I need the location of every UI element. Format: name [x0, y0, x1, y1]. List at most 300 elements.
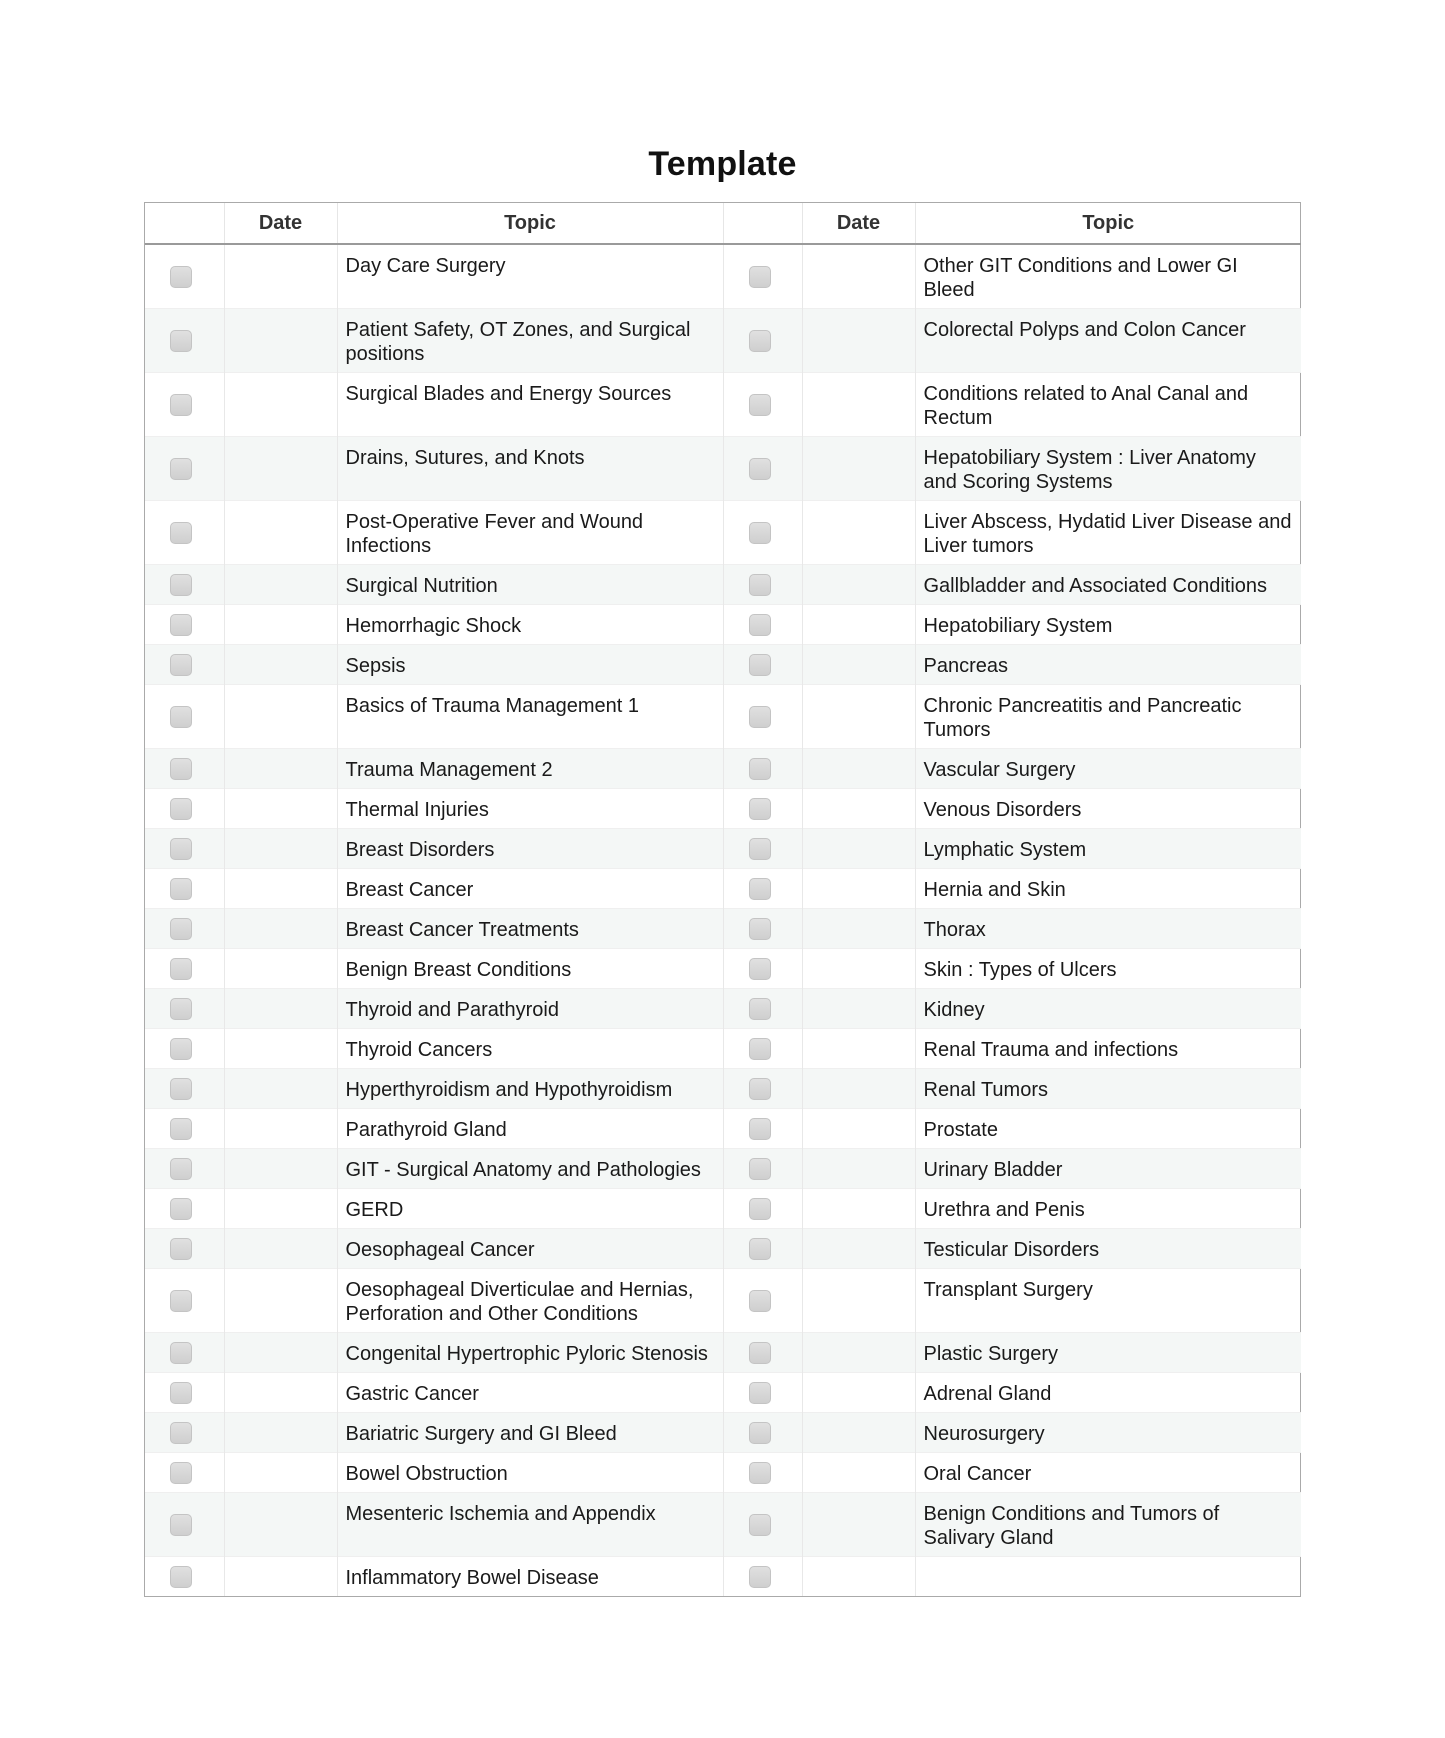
date-cell-left[interactable] — [224, 789, 337, 829]
checkbox-cell-right — [723, 1109, 802, 1149]
topic-cell-right — [915, 989, 1301, 1029]
date-cell-left[interactable] — [224, 1069, 337, 1109]
topic-cell-left — [337, 1029, 723, 1069]
topic-cell-left — [337, 1229, 723, 1269]
topic-checkbox-left[interactable] — [170, 1290, 192, 1312]
topic-cell-right — [915, 829, 1301, 869]
checkbox-cell-left — [145, 1413, 224, 1453]
date-cell-right[interactable] — [802, 605, 915, 645]
topic-label-right: Pancreas — [923, 655, 1008, 677]
date-cell-right[interactable] — [802, 1557, 915, 1597]
header-topic-left: Topic — [337, 203, 723, 244]
date-cell-left[interactable] — [224, 1333, 337, 1373]
checkbox-cell-right — [723, 1413, 802, 1453]
date-cell-right[interactable] — [802, 373, 915, 437]
topic-checkbox-left[interactable] — [170, 918, 192, 940]
topic-label-left: Trauma Management 2 — [345, 759, 553, 781]
topic-checkbox-right[interactable] — [749, 1382, 771, 1404]
topic-checkbox-right[interactable] — [749, 614, 771, 636]
topic-label-right: Colorectal Polyps and Colon Cancer — [923, 319, 1246, 341]
checkbox-cell-right — [723, 685, 802, 749]
date-cell-left[interactable] — [224, 949, 337, 989]
topic-cell-left — [337, 1109, 723, 1149]
topic-checkbox-right[interactable] — [749, 1514, 771, 1536]
topic-checkbox-right[interactable] — [749, 1342, 771, 1364]
table-row — [145, 909, 1301, 949]
topic-label-left: Gastric Cancer — [345, 1383, 479, 1405]
checkbox-cell-left — [145, 501, 224, 565]
table-row — [145, 1149, 1301, 1189]
topic-label-right: Prostate — [923, 1119, 998, 1141]
checkbox-cell-right — [723, 1189, 802, 1229]
checkbox-cell-left — [145, 749, 224, 789]
topic-cell-left — [337, 1069, 723, 1109]
topic-label-left: Benign Breast Conditions — [345, 959, 572, 981]
date-cell-right[interactable] — [802, 829, 915, 869]
topic-cell-left — [337, 1189, 723, 1229]
table-row — [145, 685, 1301, 749]
topic-cell-left — [337, 1269, 723, 1333]
topic-cell-left — [337, 565, 723, 605]
table-row — [145, 1069, 1301, 1109]
topic-cell-left — [337, 909, 723, 949]
checkbox-cell-right — [723, 1069, 802, 1109]
table-row — [145, 1557, 1301, 1597]
topic-label-right: Plastic Surgery — [923, 1343, 1058, 1365]
topic-cell-right — [915, 1069, 1301, 1109]
topic-checkbox-left[interactable] — [170, 1514, 192, 1536]
date-cell-right[interactable] — [802, 501, 915, 565]
topic-cell-left — [337, 789, 723, 829]
checkbox-cell-right — [723, 1149, 802, 1189]
date-cell-left[interactable] — [224, 373, 337, 437]
topic-cell-left — [337, 829, 723, 869]
topic-cell-left — [337, 1557, 723, 1597]
topic-checkbox-left[interactable] — [170, 1198, 192, 1220]
topic-checkbox-left[interactable] — [170, 1566, 192, 1588]
topic-cell-right — [915, 949, 1301, 989]
date-cell-left[interactable] — [224, 1189, 337, 1229]
checkbox-cell-left — [145, 949, 224, 989]
date-cell-left[interactable] — [224, 1149, 337, 1189]
date-cell-left[interactable] — [224, 1557, 337, 1597]
checkbox-cell-left — [145, 829, 224, 869]
topic-checklist-table — [144, 202, 1301, 1597]
date-cell-left[interactable] — [224, 1373, 337, 1413]
table-row — [145, 565, 1301, 605]
date-cell-right[interactable] — [802, 1333, 915, 1373]
checkbox-cell-left — [145, 1029, 224, 1069]
table-row — [145, 1269, 1301, 1333]
topic-cell-right — [915, 1229, 1301, 1269]
topic-label-left: Mesenteric Ischemia and Appendix — [345, 1503, 656, 1525]
topic-label-left: Breast Cancer — [345, 879, 474, 901]
table-row — [145, 501, 1301, 565]
topic-cell-left — [337, 949, 723, 989]
checkbox-cell-right — [723, 437, 802, 501]
topic-cell-right — [915, 1557, 1301, 1597]
topic-cell-right — [915, 1189, 1301, 1229]
table-row — [145, 829, 1301, 869]
topic-checkbox-right[interactable] — [749, 1238, 771, 1260]
topic-cell-right — [915, 1149, 1301, 1189]
table-row — [145, 1493, 1301, 1557]
table-row — [145, 749, 1301, 789]
table-row — [145, 1413, 1301, 1453]
date-cell-left[interactable] — [224, 989, 337, 1029]
topic-label-left: Congenital Hypertrophic Pyloric Stenosis — [345, 1343, 708, 1365]
topic-label-left: GIT - Surgical Anatomy and Pathologies — [345, 1159, 701, 1181]
date-cell-left[interactable] — [224, 309, 337, 373]
topic-checkbox-left[interactable] — [170, 394, 192, 416]
topic-label-left: Bowel Obstruction — [345, 1463, 508, 1485]
topic-label-left: Day Care Surgery — [345, 255, 506, 277]
topic-cell-left — [337, 1453, 723, 1493]
checkbox-cell-right — [723, 1557, 802, 1597]
date-cell-right[interactable] — [802, 1269, 915, 1333]
topic-checkbox-left[interactable] — [170, 1342, 192, 1364]
topic-label-right: Adrenal Gland — [923, 1383, 1052, 1405]
date-cell-right[interactable] — [802, 749, 915, 789]
date-cell-right[interactable] — [802, 909, 915, 949]
page-title: Template — [648, 145, 797, 183]
checkbox-cell-left — [145, 685, 224, 749]
topic-checkbox-left[interactable] — [170, 1158, 192, 1180]
date-cell-left[interactable] — [224, 244, 337, 309]
topic-label-left: Thermal Injuries — [345, 799, 489, 821]
date-cell-right[interactable] — [802, 645, 915, 685]
table-row — [145, 1333, 1301, 1373]
date-cell-left[interactable] — [224, 1493, 337, 1557]
checkbox-cell-right — [723, 829, 802, 869]
date-cell-left[interactable] — [224, 501, 337, 565]
topic-checkbox-left[interactable] — [170, 1422, 192, 1444]
topic-label-left: Breast Disorders — [345, 839, 495, 861]
topic-label-right: Kidney — [923, 999, 985, 1021]
topic-checkbox-right[interactable] — [749, 1198, 771, 1220]
table-row — [145, 1029, 1301, 1069]
topic-checkbox-right[interactable] — [749, 1462, 771, 1484]
topic-checkbox-right[interactable] — [749, 458, 771, 480]
topic-checkbox-left[interactable] — [170, 574, 192, 596]
checkbox-cell-right — [723, 1373, 802, 1413]
topic-checkbox-right[interactable] — [749, 654, 771, 676]
checkbox-cell-left — [145, 1453, 224, 1493]
checkbox-cell-right — [723, 869, 802, 909]
topic-cell-left — [337, 501, 723, 565]
topic-label-right: Hepatobiliary System — [923, 615, 1113, 637]
checkbox-cell-left — [145, 645, 224, 685]
topic-checkbox-left[interactable] — [170, 522, 192, 544]
topic-label-left: Thyroid and Parathyroid — [345, 999, 559, 1021]
checkbox-cell-right — [723, 1229, 802, 1269]
date-cell-left[interactable] — [224, 1269, 337, 1333]
topic-label-right: Neurosurgery — [923, 1423, 1045, 1445]
checkbox-cell-left — [145, 869, 224, 909]
topic-cell-right — [915, 749, 1301, 789]
topic-label-left: GERD — [345, 1199, 404, 1221]
header-date-right: Date — [802, 203, 915, 244]
topic-label-left: Basics of Trauma Management 1 — [345, 695, 639, 717]
topic-label-right: Chronic Pancreatitis and Pancreatic Tumors — [923, 695, 1242, 741]
topic-cell-right — [915, 1493, 1301, 1557]
date-cell-left[interactable] — [224, 869, 337, 909]
topic-label-right: Liver Abscess, Hydatid Liver Disease and Liver tumors — [923, 511, 1292, 557]
checkbox-cell-left — [145, 989, 224, 1029]
date-cell-left[interactable] — [224, 645, 337, 685]
table-row — [145, 1189, 1301, 1229]
checkbox-cell-right — [723, 373, 802, 437]
checkbox-cell-left — [145, 1229, 224, 1269]
checkbox-cell-left — [145, 1269, 224, 1333]
topic-label-right: Hepatobiliary System : Liver Anatomy and Scoring Systems — [923, 447, 1256, 493]
topic-label-left: Inflammatory Bowel Disease — [345, 1567, 599, 1589]
topic-cell-right — [915, 909, 1301, 949]
topic-cell-right — [915, 244, 1301, 309]
topic-cell-left — [337, 685, 723, 749]
topic-cell-right — [915, 1029, 1301, 1069]
topic-checkbox-left[interactable] — [170, 330, 192, 352]
topic-checkbox-right[interactable] — [749, 1118, 771, 1140]
topic-checkbox-right[interactable] — [749, 918, 771, 940]
topic-checkbox-left[interactable] — [170, 1382, 192, 1404]
topic-cell-left — [337, 989, 723, 1029]
topic-checkbox-left[interactable] — [170, 1238, 192, 1260]
topic-checkbox-right[interactable] — [749, 1078, 771, 1100]
date-cell-right[interactable] — [802, 1493, 915, 1557]
checkbox-cell-right — [723, 565, 802, 605]
topic-checkbox-right[interactable] — [749, 1422, 771, 1444]
date-cell-right[interactable] — [802, 1029, 915, 1069]
topic-cell-right — [915, 789, 1301, 829]
topic-cell-right — [915, 309, 1301, 373]
topic-checkbox-left[interactable] — [170, 266, 192, 288]
topic-label-left: Breast Cancer Treatments — [345, 919, 579, 941]
topic-cell-right — [915, 869, 1301, 909]
table-row — [145, 437, 1301, 501]
topic-cell-right — [915, 1333, 1301, 1373]
checkbox-cell-left — [145, 309, 224, 373]
date-cell-left[interactable] — [224, 909, 337, 949]
topic-checkbox-right[interactable] — [749, 798, 771, 820]
date-cell-right[interactable] — [802, 1373, 915, 1413]
topic-checkbox-right[interactable] — [749, 706, 771, 728]
topic-checkbox-left[interactable] — [170, 758, 192, 780]
checkbox-cell-left — [145, 565, 224, 605]
date-cell-right[interactable] — [802, 1149, 915, 1189]
topic-cell-right — [915, 645, 1301, 685]
date-cell-right[interactable] — [802, 989, 915, 1029]
topic-label-right: Renal Trauma and infections — [923, 1039, 1179, 1061]
topic-checkbox-right[interactable] — [749, 574, 771, 596]
topic-checkbox-left[interactable] — [170, 958, 192, 980]
topic-cell-left — [337, 605, 723, 645]
date-cell-right[interactable] — [802, 1229, 915, 1269]
topic-cell-left — [337, 1149, 723, 1189]
topic-label-left: Parathyroid Gland — [345, 1119, 507, 1141]
topic-cell-right — [915, 1453, 1301, 1493]
header-topic-right: Topic — [915, 203, 1301, 244]
checkbox-cell-left — [145, 789, 224, 829]
topic-label-left: Hemorrhagic Shock — [345, 615, 522, 637]
topic-checkbox-right[interactable] — [749, 838, 771, 860]
checkbox-cell-right — [723, 645, 802, 685]
table-row — [145, 605, 1301, 645]
checkbox-cell-right — [723, 749, 802, 789]
date-cell-left[interactable] — [224, 605, 337, 645]
checkbox-cell-right — [723, 949, 802, 989]
date-cell-left[interactable] — [224, 685, 337, 749]
topic-cell-left — [337, 645, 723, 685]
table-row — [145, 645, 1301, 685]
topic-cell-left — [337, 1493, 723, 1557]
topic-checkbox-right[interactable] — [749, 330, 771, 352]
topic-checkbox-right[interactable] — [749, 1566, 771, 1588]
topic-checkbox-right[interactable] — [749, 998, 771, 1020]
topic-checkbox-right[interactable] — [749, 1158, 771, 1180]
topic-cell-right — [915, 1109, 1301, 1149]
checkbox-cell-right — [723, 501, 802, 565]
topic-checkbox-right[interactable] — [749, 1038, 771, 1060]
topic-label-right: Conditions related to Anal Canal and Rectum — [923, 383, 1249, 429]
topic-cell-left — [337, 373, 723, 437]
date-cell-left[interactable] — [224, 1413, 337, 1453]
topic-checkbox-left[interactable] — [170, 998, 192, 1020]
date-cell-right[interactable] — [802, 949, 915, 989]
checkbox-cell-left — [145, 1333, 224, 1373]
table-row — [145, 949, 1301, 989]
date-cell-left[interactable] — [224, 1029, 337, 1069]
topic-cell-right — [915, 1269, 1301, 1333]
table-row — [145, 373, 1301, 437]
date-cell-right[interactable] — [802, 244, 915, 309]
header-check-right — [723, 203, 802, 244]
topic-label-left: Patient Safety, OT Zones, and Surgical positions — [345, 319, 691, 365]
topic-cell-left — [337, 1333, 723, 1373]
table-row — [145, 1229, 1301, 1269]
table-row — [145, 244, 1301, 309]
topic-label-right: Lymphatic System — [923, 839, 1087, 861]
topic-checkbox-left[interactable] — [170, 878, 192, 900]
header-date-left: Date — [224, 203, 337, 244]
topic-cell-right — [915, 1373, 1301, 1413]
topic-checkbox-right[interactable] — [749, 958, 771, 980]
topic-label-right: Gallbladder and Associated Conditions — [923, 575, 1268, 597]
topic-checkbox-right[interactable] — [749, 1290, 771, 1312]
checkbox-cell-right — [723, 309, 802, 373]
date-cell-right[interactable] — [802, 1453, 915, 1493]
topic-checkbox-left[interactable] — [170, 1118, 192, 1140]
header-check-left — [145, 203, 224, 244]
date-cell-right[interactable] — [802, 1189, 915, 1229]
checkbox-cell-right — [723, 909, 802, 949]
topic-label-right: Urethra and Penis — [923, 1199, 1085, 1221]
topic-checkbox-right[interactable] — [749, 758, 771, 780]
topic-cell-left — [337, 309, 723, 373]
date-cell-right[interactable] — [802, 685, 915, 749]
date-cell-left[interactable] — [224, 749, 337, 789]
checkbox-cell-right — [723, 789, 802, 829]
topic-checkbox-right[interactable] — [749, 266, 771, 288]
date-cell-right[interactable] — [802, 1109, 915, 1149]
topic-label-right: Venous Disorders — [923, 799, 1082, 821]
date-cell-right[interactable] — [802, 869, 915, 909]
checkbox-cell-right — [723, 989, 802, 1029]
topic-cell-right — [915, 501, 1301, 565]
date-cell-left[interactable] — [224, 829, 337, 869]
topic-checkbox-left[interactable] — [170, 798, 192, 820]
date-cell-left[interactable] — [224, 1229, 337, 1269]
table-row — [145, 1109, 1301, 1149]
checkbox-cell-left — [145, 373, 224, 437]
topic-label-left: Post-Operative Fever and Wound Infections — [345, 511, 644, 557]
checkbox-cell-left — [145, 605, 224, 645]
topic-label-left: Oesophageal Diverticulae and Hernias, Perforation and Other Conditions — [345, 1279, 694, 1325]
date-cell-left[interactable] — [224, 1109, 337, 1149]
topic-label-right: Other GIT Conditions and Lower GI Bleed — [923, 255, 1238, 301]
topic-checkbox-left[interactable] — [170, 1038, 192, 1060]
date-cell-left[interactable] — [224, 437, 337, 501]
checkbox-cell-left — [145, 1373, 224, 1413]
date-cell-right[interactable] — [802, 1413, 915, 1453]
topic-checkbox-right[interactable] — [749, 522, 771, 544]
topic-cell-right — [915, 373, 1301, 437]
checkbox-cell-right — [723, 605, 802, 645]
date-cell-left[interactable] — [224, 1453, 337, 1493]
topic-checkbox-left[interactable] — [170, 1462, 192, 1484]
topic-cell-left — [337, 1373, 723, 1413]
table-row — [145, 989, 1301, 1029]
date-cell-right[interactable] — [802, 309, 915, 373]
topic-checkbox-left[interactable] — [170, 838, 192, 860]
topic-label-left: Hyperthyroidism and Hypothyroidism — [345, 1079, 673, 1101]
topic-checkbox-left[interactable] — [170, 654, 192, 676]
topic-label-left: Sepsis — [345, 655, 406, 677]
topic-checkbox-left[interactable] — [170, 706, 192, 728]
topic-label-right: Urinary Bladder — [923, 1159, 1063, 1181]
date-cell-right[interactable] — [802, 565, 915, 605]
topic-checkbox-left[interactable] — [170, 458, 192, 480]
topic-label-left: Thyroid Cancers — [345, 1039, 493, 1061]
checkbox-cell-right — [723, 1333, 802, 1373]
table-row — [145, 1373, 1301, 1413]
topic-cell-left — [337, 437, 723, 501]
topic-cell-right — [915, 605, 1301, 645]
topic-cell-left — [337, 244, 723, 309]
topic-checkbox-right[interactable] — [749, 394, 771, 416]
date-cell-left[interactable] — [224, 565, 337, 605]
topic-label-right: Testicular Disorders — [923, 1239, 1100, 1261]
topic-checkbox-left[interactable] — [170, 614, 192, 636]
header-row — [145, 203, 1301, 244]
date-cell-right[interactable] — [802, 1069, 915, 1109]
topic-checkbox-left[interactable] — [170, 1078, 192, 1100]
date-cell-right[interactable] — [802, 437, 915, 501]
date-cell-right[interactable] — [802, 789, 915, 829]
topic-label-right: Transplant Surgery — [923, 1279, 1093, 1301]
topic-label-left: Drains, Sutures, and Knots — [345, 447, 585, 469]
topic-label-right: Skin : Types of Ulcers — [923, 959, 1117, 981]
checkbox-cell-left — [145, 437, 224, 501]
topic-label-right: Oral Cancer — [923, 1463, 1032, 1485]
topic-checkbox-right[interactable] — [749, 878, 771, 900]
topic-cell-right — [915, 565, 1301, 605]
checkbox-cell-right — [723, 244, 802, 309]
topic-label-right: Vascular Surgery — [923, 759, 1076, 781]
topic-label-right: Renal Tumors — [923, 1079, 1048, 1101]
topic-label-right — [916, 1557, 1302, 1566]
topic-label-right: Benign Conditions and Tumors of Salivary Gland — [923, 1503, 1220, 1549]
